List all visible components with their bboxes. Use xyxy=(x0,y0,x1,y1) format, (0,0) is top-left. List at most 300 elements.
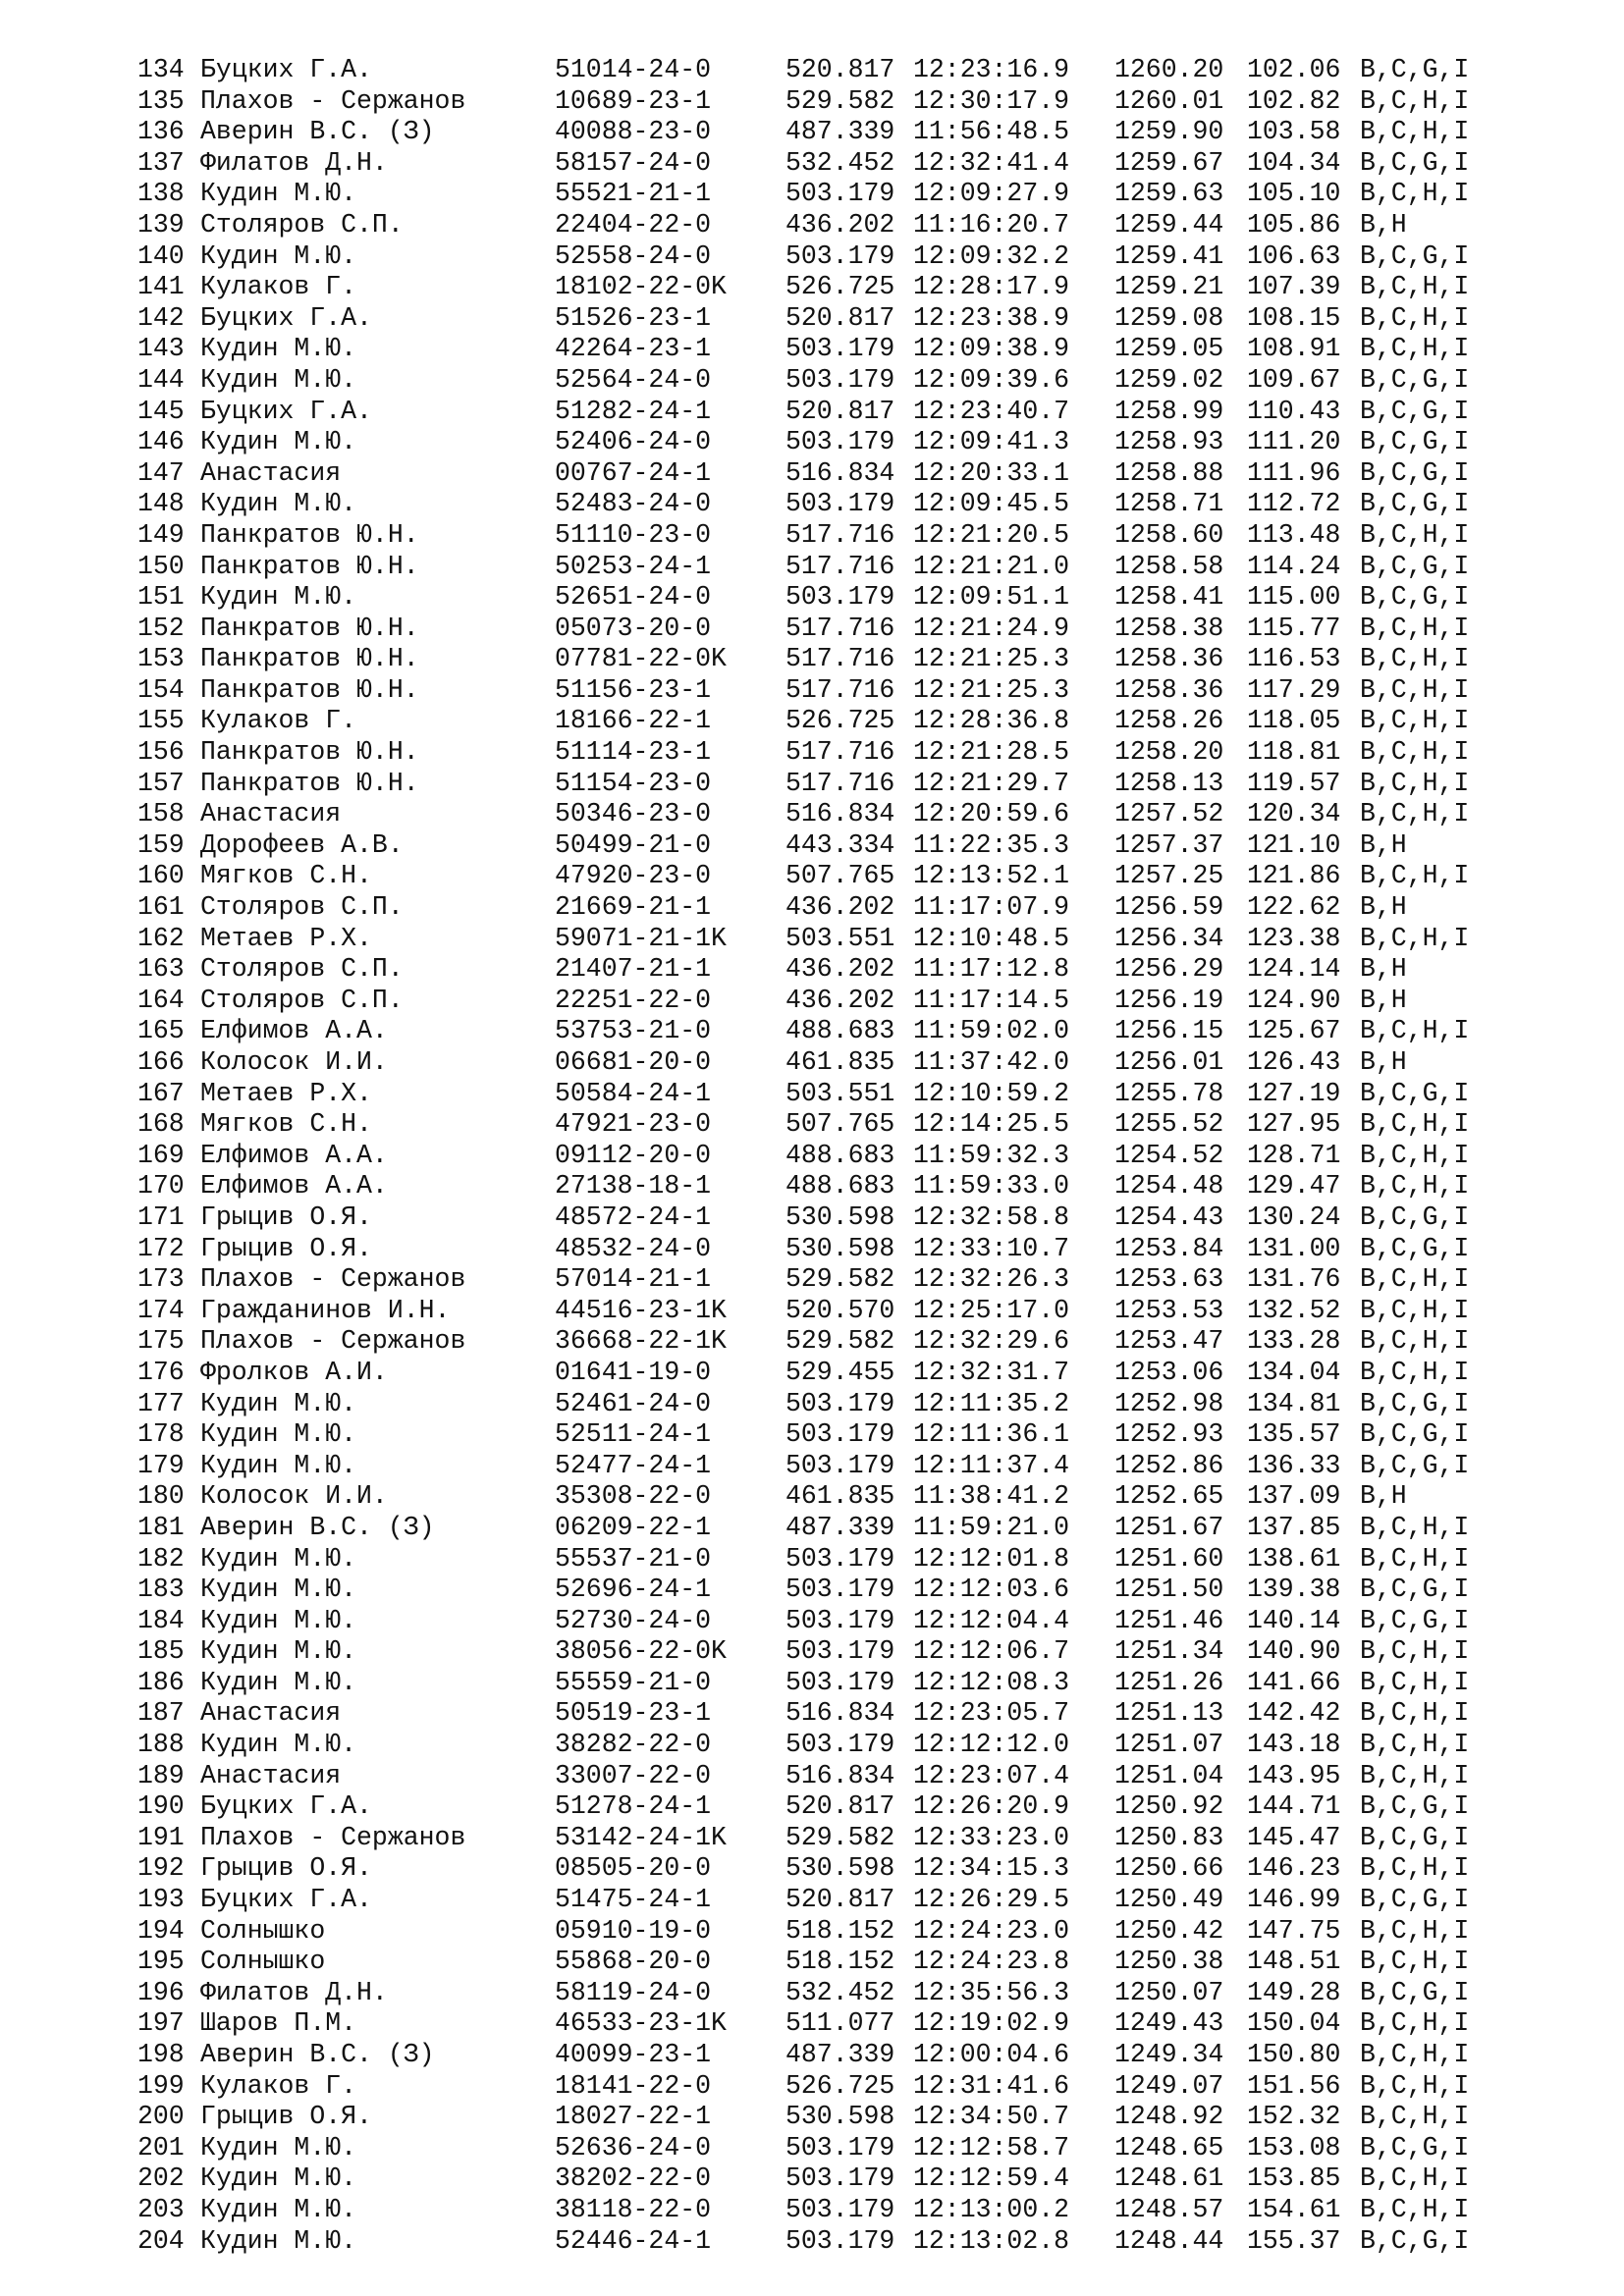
points: 139.38 xyxy=(1247,1575,1341,1605)
fancier-name: Мягков С.Н. xyxy=(200,861,372,891)
speed: 1259.41 xyxy=(1114,240,1224,271)
fancier-name: Кудин М.Ю. xyxy=(200,1730,357,1760)
result-row xyxy=(137,458,1532,490)
distance: 503.179 xyxy=(785,582,895,613)
categories: B,C,H,I xyxy=(1360,272,1470,302)
arrival-time: 12:21:21.0 xyxy=(913,551,1070,581)
speed: 1248.57 xyxy=(1114,2194,1224,2224)
points: 147.75 xyxy=(1247,1915,1341,1946)
categories: B,C,H,I xyxy=(1360,519,1470,550)
speed: 1248.92 xyxy=(1114,2102,1224,2132)
speed: 1258.60 xyxy=(1114,519,1224,550)
points: 115.00 xyxy=(1247,582,1341,613)
result-row xyxy=(137,1606,1532,1637)
arrival-time: 12:25:17.0 xyxy=(913,1295,1070,1325)
ring-number: 52651-24-0 xyxy=(555,582,712,613)
ring-number: 40099-23-1 xyxy=(555,2040,712,2069)
distance: 516.834 xyxy=(785,1698,895,1729)
speed: 1251.26 xyxy=(1114,1667,1224,1697)
ring-number: 51110-23-0 xyxy=(555,519,712,550)
speed: 1250.83 xyxy=(1114,1822,1224,1852)
arrival-time: 11:56:48.5 xyxy=(913,117,1070,147)
fancier-name: Кудин М.Ю. xyxy=(200,1450,357,1480)
place: 150 xyxy=(137,551,185,581)
points: 144.71 xyxy=(1247,1791,1341,1822)
place: 137 xyxy=(137,147,185,178)
result-row xyxy=(137,924,1532,955)
points: 107.39 xyxy=(1247,272,1341,302)
speed: 1258.71 xyxy=(1114,489,1224,519)
points: 118.81 xyxy=(1247,737,1341,768)
ring-number: 38282-22-0 xyxy=(555,1730,712,1760)
ring-number: 59071-21-1K xyxy=(555,923,727,953)
distance: 507.765 xyxy=(785,1109,895,1140)
result-row xyxy=(137,1544,1532,1575)
place: 202 xyxy=(137,2163,185,2194)
distance: 520.817 xyxy=(785,55,895,84)
distance: 530.598 xyxy=(785,1201,895,1232)
place: 166 xyxy=(137,1047,185,1077)
categories: B,C,H,I xyxy=(1360,1760,1470,1790)
distance: 436.202 xyxy=(785,892,895,923)
categories: B,C,G,I xyxy=(1360,1078,1470,1108)
categories: B,C,H,I xyxy=(1360,613,1470,643)
place: 153 xyxy=(137,644,185,674)
categories: B,H xyxy=(1360,985,1407,1015)
distance: 529.455 xyxy=(785,1357,895,1387)
place: 188 xyxy=(137,1730,185,1760)
categories: B,C,H,I xyxy=(1360,1295,1470,1325)
arrival-time: 12:12:59.4 xyxy=(913,2163,1070,2194)
fancier-name: Кудин М.Ю. xyxy=(200,1667,357,1697)
place: 199 xyxy=(137,2070,185,2101)
place: 161 xyxy=(137,892,185,923)
ring-number: 51014-24-0 xyxy=(555,55,712,84)
points: 125.67 xyxy=(1247,1016,1341,1046)
points: 103.58 xyxy=(1247,117,1341,147)
ring-number: 52477-24-1 xyxy=(555,1450,712,1480)
speed: 1254.43 xyxy=(1114,1201,1224,1232)
arrival-time: 12:13:52.1 xyxy=(913,861,1070,891)
fancier-name: Кулаков Г. xyxy=(200,272,357,302)
categories: B,C,G,I xyxy=(1360,551,1470,581)
result-row xyxy=(137,1451,1532,1482)
place: 182 xyxy=(137,1543,185,1574)
categories: B,C,G,I xyxy=(1360,55,1470,84)
categories: B,C,G,I xyxy=(1360,582,1470,613)
arrival-time: 12:12:06.7 xyxy=(913,1636,1070,1667)
categories: B,C,H,I xyxy=(1360,1730,1470,1760)
place: 144 xyxy=(137,364,185,395)
points: 105.10 xyxy=(1247,179,1341,209)
points: 155.37 xyxy=(1247,2225,1341,2256)
categories: B,C,H,I xyxy=(1360,1140,1470,1170)
points: 131.00 xyxy=(1247,1233,1341,1263)
categories: B,C,G,I xyxy=(1360,364,1470,395)
result-row xyxy=(137,1171,1532,1202)
arrival-time: 12:21:20.5 xyxy=(913,519,1070,550)
categories: B,C,H,I xyxy=(1360,644,1470,674)
distance: 443.334 xyxy=(785,829,895,860)
distance: 503.179 xyxy=(785,1419,895,1450)
arrival-time: 12:12:12.0 xyxy=(913,1730,1070,1760)
categories: B,C,H,I xyxy=(1360,1543,1470,1574)
points: 105.86 xyxy=(1247,209,1341,240)
arrival-time: 12:21:25.3 xyxy=(913,674,1070,705)
points: 153.85 xyxy=(1247,2163,1341,2194)
place: 142 xyxy=(137,302,185,333)
speed: 1252.93 xyxy=(1114,1419,1224,1450)
ring-number: 52511-24-1 xyxy=(555,1419,712,1450)
result-row xyxy=(137,272,1532,303)
ring-number: 51282-24-1 xyxy=(555,396,712,426)
place: 173 xyxy=(137,1264,185,1295)
distance: 436.202 xyxy=(785,954,895,985)
fancier-name: Грыцив О.Я. xyxy=(200,1853,372,1884)
fancier-name: Гражданинов И.Н. xyxy=(200,1295,451,1325)
result-row xyxy=(137,2040,1532,2071)
fancier-name: Кудин М.Ю. xyxy=(200,1543,357,1574)
speed: 1248.44 xyxy=(1114,2225,1224,2256)
categories: B,C,H,I xyxy=(1360,2040,1470,2069)
arrival-time: 12:10:48.5 xyxy=(913,923,1070,953)
ring-number: 06681-20-0 xyxy=(555,1047,712,1077)
categories: B,C,H,I xyxy=(1360,674,1470,705)
place: 197 xyxy=(137,2008,185,2039)
place: 140 xyxy=(137,240,185,271)
distance: 503.179 xyxy=(785,1730,895,1760)
distance: 530.598 xyxy=(785,2102,895,2132)
categories: B,C,G,I xyxy=(1360,2132,1470,2163)
speed: 1256.34 xyxy=(1114,923,1224,953)
fancier-name: Анастасия xyxy=(200,799,342,829)
arrival-time: 11:59:21.0 xyxy=(913,1512,1070,1542)
points: 106.63 xyxy=(1247,240,1341,271)
points: 102.82 xyxy=(1247,85,1341,116)
points: 148.51 xyxy=(1247,1947,1341,1977)
speed: 1257.37 xyxy=(1114,829,1224,860)
categories: B,C,G,I xyxy=(1360,1605,1470,1635)
result-row xyxy=(137,1730,1532,1761)
arrival-time: 12:23:05.7 xyxy=(913,1698,1070,1729)
distance: 526.725 xyxy=(785,272,895,302)
ring-number: 51114-23-1 xyxy=(555,737,712,768)
categories: B,C,G,I xyxy=(1360,2225,1470,2256)
speed: 1250.66 xyxy=(1114,1853,1224,1884)
fancier-name: Кудин М.Ю. xyxy=(200,2163,357,2194)
points: 121.10 xyxy=(1247,829,1341,860)
categories: B,C,H,I xyxy=(1360,768,1470,798)
place: 177 xyxy=(137,1388,185,1418)
fancier-name: Буцких Г.А. xyxy=(200,302,372,333)
place: 193 xyxy=(137,1885,185,1915)
place: 139 xyxy=(137,209,185,240)
categories: B,C,H,I xyxy=(1360,737,1470,768)
distance: 503.179 xyxy=(785,489,895,519)
distance: 503.179 xyxy=(785,1605,895,1635)
arrival-time: 11:16:20.7 xyxy=(913,209,1070,240)
distance: 511.077 xyxy=(785,2008,895,2039)
speed: 1254.52 xyxy=(1114,1140,1224,1170)
ring-number: 50519-23-1 xyxy=(555,1698,712,1729)
arrival-time: 12:13:00.2 xyxy=(913,2194,1070,2224)
distance: 530.598 xyxy=(785,1853,895,1884)
points: 154.61 xyxy=(1247,2194,1341,2224)
place: 157 xyxy=(137,768,185,798)
speed: 1258.36 xyxy=(1114,674,1224,705)
place: 180 xyxy=(137,1481,185,1512)
points: 149.28 xyxy=(1247,1977,1341,2007)
distance: 503.179 xyxy=(785,427,895,457)
categories: B,H xyxy=(1360,829,1407,860)
categories: B,C,H,I xyxy=(1360,302,1470,333)
result-row xyxy=(137,55,1532,86)
fancier-name: Грыцив О.Я. xyxy=(200,1201,372,1232)
ring-number: 21407-21-1 xyxy=(555,954,712,985)
points: 143.95 xyxy=(1247,1760,1341,1790)
arrival-time: 12:11:36.1 xyxy=(913,1419,1070,1450)
categories: B,C,G,I xyxy=(1360,1233,1470,1263)
categories: B,C,H,I xyxy=(1360,1171,1470,1201)
ring-number: 55868-20-0 xyxy=(555,1947,712,1977)
place: 145 xyxy=(137,396,185,426)
ring-number: 05910-19-0 xyxy=(555,1915,712,1946)
result-row xyxy=(137,1047,1532,1079)
speed: 1260.20 xyxy=(1114,55,1224,84)
categories: B,C,H,I xyxy=(1360,1698,1470,1729)
points: 128.71 xyxy=(1247,1140,1341,1170)
arrival-time: 12:21:28.5 xyxy=(913,737,1070,768)
distance: 517.716 xyxy=(785,644,895,674)
arrival-time: 12:12:58.7 xyxy=(913,2132,1070,2163)
fancier-name: Кудин М.Ю. xyxy=(200,1388,357,1418)
place: 195 xyxy=(137,1947,185,1977)
place: 184 xyxy=(137,1605,185,1635)
speed: 1256.15 xyxy=(1114,1016,1224,1046)
points: 120.34 xyxy=(1247,799,1341,829)
place: 146 xyxy=(137,427,185,457)
result-row xyxy=(137,954,1532,986)
points: 124.90 xyxy=(1247,985,1341,1015)
speed: 1248.61 xyxy=(1114,2163,1224,2194)
place: 176 xyxy=(137,1357,185,1387)
ring-number: 00767-24-1 xyxy=(555,457,712,488)
points: 127.95 xyxy=(1247,1109,1341,1140)
result-row xyxy=(137,1109,1532,1141)
arrival-time: 12:12:01.8 xyxy=(913,1543,1070,1574)
fancier-name: Кудин М.Ю. xyxy=(200,582,357,613)
result-row xyxy=(137,644,1532,675)
arrival-time: 12:33:23.0 xyxy=(913,1822,1070,1852)
ring-number: 52461-24-0 xyxy=(555,1388,712,1418)
distance: 503.551 xyxy=(785,923,895,953)
speed: 1259.44 xyxy=(1114,209,1224,240)
ring-number: 51475-24-1 xyxy=(555,1885,712,1915)
speed: 1259.90 xyxy=(1114,117,1224,147)
ring-number: 48532-24-0 xyxy=(555,1233,712,1263)
fancier-name: Панкратов Ю.Н. xyxy=(200,644,419,674)
ring-number: 50499-21-0 xyxy=(555,829,712,860)
results-list xyxy=(137,55,1532,2257)
arrival-time: 11:59:33.0 xyxy=(913,1171,1070,1201)
categories: B,C,H,I xyxy=(1360,2070,1470,2101)
points: 111.96 xyxy=(1247,457,1341,488)
points: 130.24 xyxy=(1247,1201,1341,1232)
result-row xyxy=(137,706,1532,737)
fancier-name: Колосок И.И. xyxy=(200,1481,388,1512)
categories: B,C,G,I xyxy=(1360,1419,1470,1450)
fancier-name: Кулаков Г. xyxy=(200,706,357,736)
place: 192 xyxy=(137,1853,185,1884)
arrival-time: 12:35:56.3 xyxy=(913,1977,1070,2007)
speed: 1256.29 xyxy=(1114,954,1224,985)
result-row xyxy=(137,2133,1532,2164)
place: 147 xyxy=(137,457,185,488)
ring-number: 38056-22-0K xyxy=(555,1636,727,1667)
arrival-time: 11:38:41.2 xyxy=(913,1481,1070,1512)
result-row xyxy=(137,117,1532,148)
points: 136.33 xyxy=(1247,1450,1341,1480)
categories: B,C,H,I xyxy=(1360,1636,1470,1667)
categories: B,C,H,I xyxy=(1360,1512,1470,1542)
categories: B,C,H,I xyxy=(1360,179,1470,209)
fancier-name: Кудин М.Ю. xyxy=(200,427,357,457)
place: 154 xyxy=(137,674,185,705)
distance: 532.452 xyxy=(785,1977,895,2007)
place: 178 xyxy=(137,1419,185,1450)
ring-number: 47921-23-0 xyxy=(555,1109,712,1140)
result-row xyxy=(137,830,1532,862)
fancier-name: Солнышко xyxy=(200,1915,326,1946)
arrival-time: 12:31:41.6 xyxy=(913,2070,1070,2101)
ring-number: 09112-20-0 xyxy=(555,1140,712,1170)
result-row xyxy=(137,1668,1532,1699)
speed: 1253.63 xyxy=(1114,1264,1224,1295)
ring-number: 27138-18-1 xyxy=(555,1171,712,1201)
ring-number: 40088-23-0 xyxy=(555,117,712,147)
speed: 1250.07 xyxy=(1114,1977,1224,2007)
speed: 1251.04 xyxy=(1114,1760,1224,1790)
speed: 1260.01 xyxy=(1114,85,1224,116)
fancier-name: Столяров С.П. xyxy=(200,985,404,1015)
fancier-name: Кудин М.Ю. xyxy=(200,2132,357,2163)
place: 181 xyxy=(137,1512,185,1542)
categories: B,C,H,I xyxy=(1360,923,1470,953)
distance: 503.179 xyxy=(785,240,895,271)
arrival-time: 12:12:08.3 xyxy=(913,1667,1070,1697)
speed: 1249.34 xyxy=(1114,2040,1224,2069)
arrival-time: 12:23:40.7 xyxy=(913,396,1070,426)
speed: 1259.02 xyxy=(1114,364,1224,395)
arrival-time: 12:34:50.7 xyxy=(913,2102,1070,2132)
fancier-name: Кудин М.Ю. xyxy=(200,489,357,519)
speed: 1258.13 xyxy=(1114,768,1224,798)
result-row xyxy=(137,210,1532,241)
distance: 516.834 xyxy=(785,1760,895,1790)
fancier-name: Буцких Г.А. xyxy=(200,1885,372,1915)
distance: 520.817 xyxy=(785,1885,895,1915)
speed: 1258.88 xyxy=(1114,457,1224,488)
fancier-name: Панкратов Ю.Н. xyxy=(200,519,419,550)
speed: 1250.49 xyxy=(1114,1885,1224,1915)
place: 164 xyxy=(137,985,185,1015)
distance: 526.725 xyxy=(785,2070,895,2101)
points: 152.32 xyxy=(1247,2102,1341,2132)
speed: 1258.36 xyxy=(1114,644,1224,674)
arrival-time: 11:17:14.5 xyxy=(913,985,1070,1015)
result-row xyxy=(137,241,1532,273)
place: 143 xyxy=(137,334,185,364)
arrival-time: 12:11:37.4 xyxy=(913,1450,1070,1480)
points: 146.99 xyxy=(1247,1885,1341,1915)
distance: 520.817 xyxy=(785,1791,895,1822)
points: 112.72 xyxy=(1247,489,1341,519)
result-row xyxy=(137,2071,1532,2103)
fancier-name: Метаев Р.Х. xyxy=(200,1078,372,1108)
result-row xyxy=(137,861,1532,892)
fancier-name: Елфимов А.А. xyxy=(200,1140,388,1170)
place: 158 xyxy=(137,799,185,829)
arrival-time: 12:11:35.2 xyxy=(913,1388,1070,1418)
arrival-time: 12:09:51.1 xyxy=(913,582,1070,613)
result-row xyxy=(137,1079,1532,1110)
fancier-name: Кудин М.Ю. xyxy=(200,334,357,364)
distance: 507.765 xyxy=(785,861,895,891)
ring-number: 18102-22-0K xyxy=(555,272,727,302)
result-row xyxy=(137,1761,1532,1792)
distance: 529.582 xyxy=(785,1326,895,1357)
points: 138.61 xyxy=(1247,1543,1341,1574)
fancier-name: Аверин В.С. (З) xyxy=(200,2040,435,2069)
categories: B,H xyxy=(1360,954,1407,985)
arrival-time: 12:09:27.9 xyxy=(913,179,1070,209)
distance: 488.683 xyxy=(785,1140,895,1170)
categories: B,C,H,I xyxy=(1360,2008,1470,2039)
result-row xyxy=(137,427,1532,458)
speed: 1258.99 xyxy=(1114,396,1224,426)
result-row xyxy=(137,1202,1532,1234)
ring-number: 52696-24-1 xyxy=(555,1575,712,1605)
fancier-name: Столяров С.П. xyxy=(200,892,404,923)
place: 179 xyxy=(137,1450,185,1480)
points: 129.47 xyxy=(1247,1171,1341,1201)
ring-number: 53142-24-1K xyxy=(555,1822,727,1852)
speed: 1254.48 xyxy=(1114,1171,1224,1201)
points: 132.52 xyxy=(1247,1295,1341,1325)
fancier-name: Панкратов Ю.Н. xyxy=(200,768,419,798)
distance: 518.152 xyxy=(785,1915,895,1946)
fancier-name: Елфимов А.А. xyxy=(200,1171,388,1201)
result-row xyxy=(137,303,1532,335)
ring-number: 47920-23-0 xyxy=(555,861,712,891)
points: 115.77 xyxy=(1247,613,1341,643)
categories: B,C,G,I xyxy=(1360,427,1470,457)
result-row xyxy=(137,2163,1532,2195)
points: 122.62 xyxy=(1247,892,1341,923)
ring-number: 18027-22-1 xyxy=(555,2102,712,2132)
ring-number: 52730-24-0 xyxy=(555,1605,712,1635)
points: 151.56 xyxy=(1247,2070,1341,2101)
ring-number: 52483-24-0 xyxy=(555,489,712,519)
distance: 461.835 xyxy=(785,1481,895,1512)
result-row xyxy=(137,892,1532,924)
categories: B,C,H,I xyxy=(1360,85,1470,116)
result-row xyxy=(137,2226,1532,2258)
speed: 1251.34 xyxy=(1114,1636,1224,1667)
distance: 487.339 xyxy=(785,2040,895,2069)
fancier-name: Буцких Г.А. xyxy=(200,396,372,426)
ring-number: 48572-24-1 xyxy=(555,1201,712,1232)
